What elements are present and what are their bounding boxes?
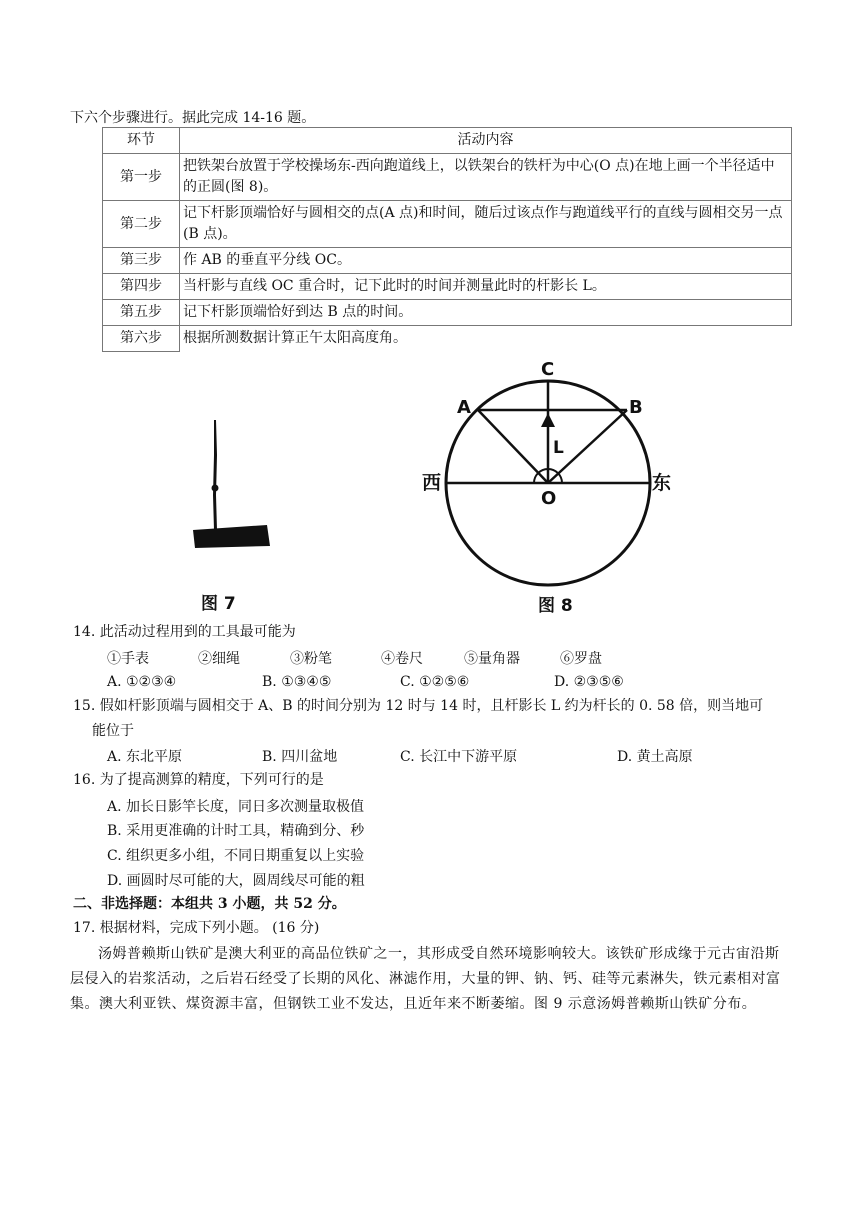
q17-stem: 17. 根据材料，完成下列小题。 (16 分) [73,920,320,936]
q14-item: ②细绳 [198,651,240,667]
label-east: 东 [652,472,672,494]
q16-option-d[interactable]: D. 画圆时尽可能的大，圆周线尽可能的粗 [107,873,365,889]
figure-7-iron-stand [185,415,285,615]
table-row [103,274,792,300]
table-cell-step: 第二步 [103,201,180,248]
q14-item: ⑥罗盘 [560,651,602,667]
q14-option-d[interactable]: D. ②③⑤⑥ [554,674,624,690]
q14-item: ⑤量角器 [464,651,520,667]
iron-rod [213,420,217,530]
rod-knob [212,485,219,492]
q15-option-d[interactable]: D. 黄土高原 [617,749,693,765]
table-cell-step: 第六步 [103,326,180,352]
stand-base [193,525,270,548]
q16-option-b[interactable]: B. 采用更准确的计时工具，精确到分、秒 [107,823,365,839]
q14-stem: 14. 此活动过程用到的工具最可能为 [73,624,296,640]
table-cell-content: 记下杆影顶端恰好到达 B 点的时间。 [180,300,792,326]
label-a: A [457,397,471,418]
q16-stem: 16. 为了提高测算的精度，下列可行的是 [73,772,324,788]
table-row [103,248,792,274]
table-cell-content: 根据所测数据计算正午太阳高度角。 [180,326,792,352]
table-header-step: 环节 [103,128,180,154]
label-c: C [541,359,555,380]
table-cell-step: 第五步 [103,300,180,326]
q14-item: ④卷尺 [381,651,423,667]
label-o: O [541,488,557,509]
section-2-heading: 二、非选择题：本组共 3 小题，共 52 分。 [73,896,346,912]
table-row [103,201,792,248]
q15-option-c[interactable]: C. 长江中下游平原 [400,749,518,765]
label-l: L [553,438,564,458]
figure-7-caption: 图 7 [201,594,236,614]
shadow-arrow-icon [541,413,555,427]
q15-option-b[interactable]: B. 四川盆地 [262,749,338,765]
intro-text: 下六个步骤进行。据此完成 14-16 题。 [70,110,316,126]
label-b: B [629,397,643,418]
label-west: 西 [422,472,442,494]
table-cell-step: 第三步 [103,248,180,274]
figure-8-caption: 图 8 [538,596,573,616]
table-cell-content: 作 AB 的垂直平分线 OC。 [180,248,792,274]
q14-item: ③粉笔 [290,651,332,667]
table-header-content: 活动内容 [180,128,792,154]
table-row [103,326,792,352]
figure-8-circle-diagram [420,355,690,620]
table-cell-content: 当杆影与直线 OC 重合时，记下此时的时间并测量此时的杆影长 L。 [180,274,792,300]
table-cell-step: 第一步 [103,154,180,201]
table-header-row [103,128,792,154]
line-oa [478,410,548,483]
table-cell-step: 第四步 [103,274,180,300]
activity-table [102,127,792,352]
q14-item: ①手表 [107,651,149,667]
q14-option-b[interactable]: B. ①③④⑤ [262,674,332,690]
q17-material: 汤姆普赖斯山铁矿是澳大利亚的高品位铁矿之一，其形成受自然环境影响较大。该铁矿形成缘于元古宙沿斯层侵入的岩浆活动，之后岩石经受了长期的风化、淋滤作用，大量的钾、钠、钙、硅等元素淋失，铁元素相对富集。澳大利亚铁、煤资源丰富，但钢铁工业不发达，且近年来不断萎缩。图 9 示意汤姆普赖斯山铁矿分布。 [70,946,781,1012]
q16-option-a[interactable]: A. 加长日影竿长度，同日多次测量取极值 [107,799,365,815]
q14-option-a[interactable]: A. ①②③④ [107,674,177,690]
table-cell-content: 记下杆影顶端恰好与圆相交的点(A 点)和时间，随后过该点作与跑道线平行的直线与圆相交另一点(B 点)。 [180,201,792,248]
table-cell-content: 把铁架台放置于学校操场东-西向跑道线上，以铁架台的铁杆为中心(O 点)在地上画一个半径适中的正圆(图 8)。 [180,154,792,201]
table-row [103,300,792,326]
table-row [103,154,792,201]
q15-stem-continued: 能位于 [92,723,134,739]
q14-option-c[interactable]: C. ①②⑤⑥ [400,674,470,690]
q16-option-c[interactable]: C. 组织更多小组，不同日期重复以上实验 [107,848,365,864]
q15-option-a[interactable]: A. 东北平原 [107,749,183,765]
q15-stem: 15. 假如杆影顶端与圆相交于 A、B 的时间分别为 12 时与 14 时，且杆影长 L 约为杆长的 0. 58 倍，则当地可 [73,698,764,714]
